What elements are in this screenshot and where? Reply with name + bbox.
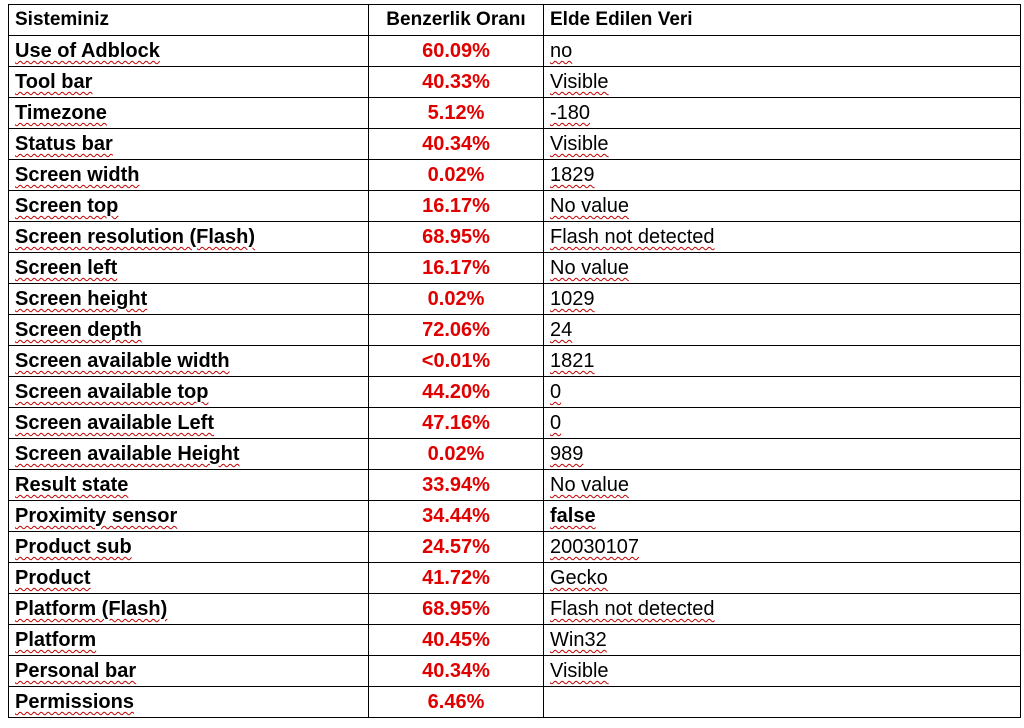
parameter-text: Screen available Height [15, 443, 240, 465]
table-row [9, 687, 1021, 718]
parameter-text: Screen depth [15, 319, 142, 341]
parameter-text: Status bar [15, 133, 113, 155]
row-similarity: 34.44% [369, 501, 544, 532]
row-similarity: 5.12% [369, 98, 544, 129]
row-parameter [9, 253, 369, 284]
table-row [9, 129, 1021, 160]
row-similarity: <0.01% [369, 346, 544, 377]
row-value [544, 594, 1021, 625]
parameter-text: Product [15, 567, 91, 589]
row-similarity: 0.02% [369, 439, 544, 470]
row-parameter [9, 98, 369, 129]
row-similarity: 0.02% [369, 160, 544, 191]
row-parameter [9, 625, 369, 656]
value-text: Visible [550, 660, 609, 682]
row-similarity: 41.72% [369, 563, 544, 594]
parameter-text: Permissions [15, 691, 134, 713]
row-similarity: 40.34% [369, 656, 544, 687]
parameter-text: Timezone [15, 102, 107, 124]
row-parameter [9, 563, 369, 594]
table-row [9, 470, 1021, 501]
value-text: Gecko [550, 567, 608, 589]
table-row [9, 67, 1021, 98]
value-text: 1821 [550, 350, 595, 372]
table-row [9, 625, 1021, 656]
value-text: No value [550, 474, 629, 496]
row-value [544, 625, 1021, 656]
table-row [9, 284, 1021, 315]
value-text: -180 [550, 102, 591, 124]
parameter-text: Use of Adblock [15, 40, 160, 62]
parameter-text: Result state [15, 474, 129, 496]
value-text: 20030107 [550, 536, 639, 558]
parameter-text: Product sub [15, 536, 132, 558]
row-value [544, 470, 1021, 501]
table-row [9, 191, 1021, 222]
parameter-text: Screen left [15, 257, 118, 279]
value-text: No value [550, 257, 629, 279]
row-value [544, 315, 1021, 346]
table-row [9, 563, 1021, 594]
row-similarity: 47.16% [369, 408, 544, 439]
row-similarity: 6.46% [369, 687, 544, 718]
row-parameter [9, 222, 369, 253]
value-text: Flash not detected [550, 226, 715, 248]
table-row [9, 160, 1021, 191]
table-row [9, 98, 1021, 129]
table-row [9, 377, 1021, 408]
row-value [544, 191, 1021, 222]
parameter-text: Screen height [15, 288, 148, 310]
header-similarity: Benzerlik Oranı [369, 5, 544, 36]
value-text: Win32 [550, 629, 607, 651]
row-parameter [9, 191, 369, 222]
row-value [544, 36, 1021, 67]
row-value [544, 687, 1021, 718]
row-parameter [9, 470, 369, 501]
row-value [544, 439, 1021, 470]
row-similarity: 44.20% [369, 377, 544, 408]
parameter-text: Platform (Flash) [15, 598, 168, 620]
fingerprint-table [8, 4, 1021, 718]
row-similarity: 68.95% [369, 594, 544, 625]
table-row [9, 594, 1021, 625]
parameter-text: Screen width [15, 164, 140, 186]
row-value [544, 563, 1021, 594]
row-parameter [9, 532, 369, 563]
parameter-text: Screen available Left [15, 412, 214, 434]
row-parameter [9, 594, 369, 625]
value-text: 24 [550, 319, 573, 341]
value-text: Visible [550, 133, 609, 155]
row-value [544, 98, 1021, 129]
table-row [9, 501, 1021, 532]
parameter-text: Screen resolution (Flash) [15, 226, 256, 248]
row-value [544, 67, 1021, 98]
value-text: 0 [550, 381, 562, 403]
table-row [9, 346, 1021, 377]
row-parameter [9, 439, 369, 470]
row-value [544, 284, 1021, 315]
row-value [544, 346, 1021, 377]
row-parameter [9, 284, 369, 315]
value-text: 1029 [550, 288, 595, 310]
row-parameter [9, 160, 369, 191]
value-text: Flash not detected [550, 598, 715, 620]
row-parameter [9, 129, 369, 160]
row-parameter [9, 315, 369, 346]
value-text: 989 [550, 443, 584, 465]
row-parameter [9, 67, 369, 98]
table-row [9, 315, 1021, 346]
parameter-text: Screen available top [15, 381, 209, 403]
table-row [9, 439, 1021, 470]
row-similarity: 40.34% [369, 129, 544, 160]
row-similarity: 16.17% [369, 253, 544, 284]
row-value [544, 160, 1021, 191]
row-parameter [9, 36, 369, 67]
row-value [544, 532, 1021, 563]
parameter-text: Personal bar [15, 660, 137, 682]
header-data: Elde Edilen Veri [544, 5, 1021, 36]
value-text: false [550, 505, 596, 527]
row-parameter [9, 656, 369, 687]
row-value [544, 129, 1021, 160]
row-similarity: 72.06% [369, 315, 544, 346]
row-parameter [9, 346, 369, 377]
row-similarity: 24.57% [369, 532, 544, 563]
table-row [9, 253, 1021, 284]
row-similarity: 40.45% [369, 625, 544, 656]
table-row [9, 222, 1021, 253]
header-system: Sisteminiz [9, 5, 369, 36]
value-text: 1829 [550, 164, 595, 186]
value-text: no [550, 40, 573, 62]
row-similarity: 0.02% [369, 284, 544, 315]
row-similarity: 33.94% [369, 470, 544, 501]
row-value [544, 501, 1021, 532]
row-similarity: 60.09% [369, 36, 544, 67]
row-similarity: 40.33% [369, 67, 544, 98]
table-row [9, 532, 1021, 563]
row-value [544, 222, 1021, 253]
row-parameter [9, 501, 369, 532]
header-row [9, 5, 1021, 36]
value-text: No value [550, 195, 629, 217]
row-parameter [9, 377, 369, 408]
parameter-text: Platform [15, 629, 97, 651]
table-row [9, 408, 1021, 439]
row-value [544, 253, 1021, 284]
table-row [9, 656, 1021, 687]
row-parameter [9, 408, 369, 439]
row-similarity: 16.17% [369, 191, 544, 222]
parameter-text: Proximity sensor [15, 505, 178, 527]
row-value [544, 656, 1021, 687]
row-value [544, 408, 1021, 439]
table-row [9, 36, 1021, 67]
parameter-text: Screen top [15, 195, 119, 217]
row-similarity: 68.95% [369, 222, 544, 253]
row-parameter [9, 687, 369, 718]
parameter-text: Tool bar [15, 71, 93, 93]
row-value [544, 377, 1021, 408]
value-text: 0 [550, 412, 562, 434]
value-text: Visible [550, 71, 609, 93]
parameter-text: Screen available width [15, 350, 230, 372]
